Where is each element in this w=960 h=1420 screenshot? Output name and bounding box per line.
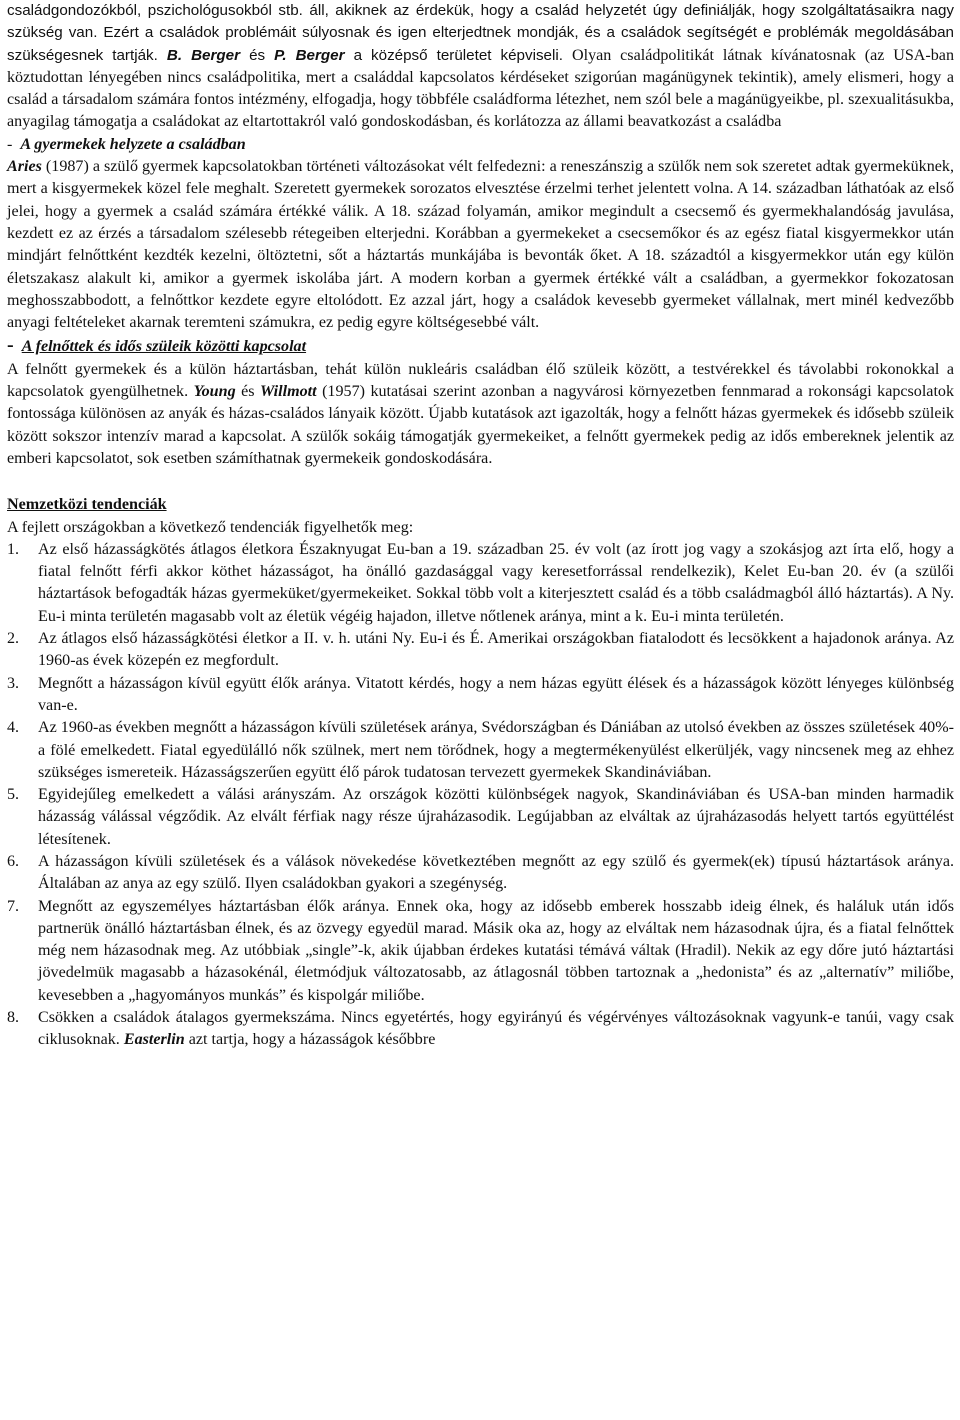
list-number: 5. (7, 786, 20, 804)
conjunction-and: és (241, 383, 255, 401)
intro-after-names: a középső területet képviseli. (353, 46, 563, 64)
list-item (7, 717, 954, 784)
dash-bullet: - (7, 135, 13, 153)
intro-line1: családgondozókból, pszichológusokból stb. áll, akiknek az érdekük, hogy a család helyzetét úgy definiálják, (7, 2, 756, 19)
list-number: 4. (7, 719, 20, 737)
list-item (7, 851, 954, 896)
list-number: 7. (7, 897, 20, 915)
list-number: 6. (7, 852, 20, 870)
list-number: 2. (7, 630, 20, 648)
list-item-text: Egyidejűleg emelkedett a válási arányszám. Az országok közötti különbségek nagyok, Skandináviában és USA-ban minden harmadik házasság válással végződik. Az elvált férfiak nagy része újraházasodik. Legújabban az elváltak az újraházasodás helyett tartós együttélést létesítenek. (38, 786, 954, 848)
list-item-text: Megnőtt az egyszemélyes háztartásban élők aránya. Ennek oka, hogy az idősebb emberek hosszabb ideig élnek, és haláluk után idős partnerük önálló háztartásban élnek, és az özvegy egyedül marad. Másik oka az, hogy az elváltak nem házasodnak újra, és a fiatal felnőttek még nem házasodnak meg. Az utóbbiak „single”-k, akik újabban érdekes kutatási témává váltak (Hradil). Nekik az egy dőre jutó háztartási jövedelmük magasabb a házasokénál, életmódjuk változatosabb, az átlagosnál többen tartoznak a „hedonista” és az „alternatív” miliőbe, kevesebben a „hagyományos munkás” és kispolgár miliőbe. (38, 897, 954, 1004)
list-item-text: Megnőtt a házasságon kívül együtt élők aránya. Vitatott kérdés, hogy a nem házas együtt élések és a házasságok között lényeges különbség van-e. (38, 674, 954, 714)
author-willmott: Willmott (259, 383, 317, 401)
list-item (7, 784, 954, 851)
section-intl-title: Nemzetközi tendenciák (7, 496, 167, 514)
author-easterlin: Easterlin (123, 1031, 185, 1049)
list-item (7, 896, 954, 1007)
section-adult-text-a: A felnőtt gyermekek és a külön háztartásban, tehát külön nukleáris családban élő szüleik között, a testvérekkel és távolabbi rokonokkal a kapcsolatok gyengülhetnek. (7, 360, 954, 401)
tendencies-list (7, 539, 954, 1052)
section-adult-heading-line (7, 334, 954, 358)
list-item (7, 539, 954, 628)
list-item-text: Az 1960-as években megnőtt a házasságon kívüli születések aránya, Svédországban és Dániában az utolsó években az összes születések 40%-a fölé emelkedett. Fiatal egyedülálló nők szülnek, mert nem törődnek, hogy a megtermékenyülést elkerüljék, vagy nincsenek meg az ehhez szükséges ismereteik. Házasságszerűen együtt élő párok tudatosan tervezett gyermekek Skandináviában. (38, 719, 954, 781)
list-item-text: Az átlagos első házasságkötési életkor a II. v. h. utáni Ny. Eu-i és É. Amerikai országokban fiatalodott és lecsökkent a hajadonok aránya. Az 1960-as évek közepén ez megfordult. (38, 630, 954, 670)
conjunction-and: és (249, 46, 266, 64)
intro-paragraph (7, 0, 954, 134)
list-item (7, 628, 954, 673)
section-child-paragraph (7, 156, 954, 334)
author-young: Young (193, 383, 236, 401)
list-item-text: A házasságon kívüli születések és a válások növekedése következtében megnőtt az egy szülő és gyermek(ek) típusú háztartások aránya. Általában az anya az egy szülő. Ilyen családokban gyakori a szegénység. (38, 852, 954, 893)
dash-bullet: - (7, 334, 14, 357)
list-item (7, 1007, 954, 1052)
section-intl-lead: A fejlett országokban a következő tendenciák figyelhetők meg: (7, 518, 414, 536)
list-number: 3. (7, 674, 20, 692)
section-adult-heading: A felnőttek és idős szüleik közötti kapcsolat (21, 338, 307, 356)
intro-serif-text: Olyan családpolitikát látnak kívánatosnak (az USA-ban köztudottan lényegében nincs családpolitika, mert a családdal kapcsolatos kérdéseket szigorúan magánügynek tekintik), amely elismeri, hogy a család a társadalom számára fontos intézmény, elfogadja, hogy többféle családforma létezhet, nem szól bele a magánügyeikbe, pl. szexualitásukba, anyagilag támogatja a családokat az eltartottakról való gondoskodásban, és korlátozza az állami beavatkozást a családba (7, 46, 954, 131)
list-item-text: Az első házasságkötés átlagos életkora Északnyugat Eu-ban a 19. században 25. év volt (az írott jog vagy a szokásjog azt írta elő, hogy a fiatal felnőtt férfi akkor köthet házasságot, ha önálló gazdasággal vagy keresetforrással rendelkezik), Kelet Eu-ban 20. év (a szülői háztartások befogadták házas gyermeküket/gyermekeiket. Sokkal több volt a kiterjesztett család és a több családmagból álló háztartás). A Ny. Eu-i minta területén magasabb volt az életük végéig hajadon, illetve nőtlenek aránya, mint a k. Eu-i minta területén. (38, 540, 954, 625)
section-adult-text-b: (1957) kutatásai szerint azonban a nagyvárosi környezetben fennmarad a rokonsági kapcsolatok fontossága különösen az anyák és házas-családos lányaik között. Újabb kutatások azt igazolták, hogy a felnőtt házas gyermekek és idősebb szüleik között sokszor intenzív marad a kapcsolat. A szülők sokáig támogatják gyermekeiket, a felnőtt gyermekek pedig az idős embereknek jelentik az emberi kapcsolatot, sok esetben számíthatnak gyermekeik gondoskodására. (7, 383, 955, 467)
intro-line2: hogy szolgáltatásaikra nagy szükség van. Ezért a családok problémáit súlyosnak és igen elterjedtnek mondják, és a családok segítségét e problémák megoldásában szükségesnek tartják. (7, 2, 954, 64)
author-p-berger: P. Berger (274, 46, 345, 64)
list-number: 1. (7, 540, 20, 558)
list-item-text: Csökken a családok átalagos gyermekszáma. Nincs egyetértés, hogy egyirányú és végérvényes változásoknak vagyunk-e tanúi, vagy csak ciklusoknak. (38, 1009, 954, 1049)
list-number: 8. (7, 1009, 20, 1027)
author-aries: Aries (7, 158, 42, 176)
section-child-text: (1987) a szülő gyermek kapcsolatokban történeti változásokat vélt felfedezni: a reneszánszig a szülők nem sok szeretet adtak gyermeküknek, mert a kisgyermekek közel fele meghalt. Szeretett gyermekek sorozatos elvesztése érzelmi terhet jelentett volna. A 14. században láthatóak az első jelei, hogy a gyermek a család számára értékké válik. A 18. század folyamán, amikor megindult a csecsemő és gyermekhalandóság javulása, kezdett ez az érzés a társadalom szélesebb rétegeiben elterjedni. Korábban a gyermekeket a csecsemőkor és az egész fiatal kisgyermekkor után mindjárt felnőttként kezdték kezelni, öltöztetni, sőt a háztartás munkájába is bevonták őket. A 18. századtól a kisgyermekkor után egy külön életszakasz alakult ki, amikor a gyermek iskolába járt. A modern korban a gyermek értékké vált a családban, a gyermekkor fokozatosan meghosszabbodott, a felnőttkor kezdete egyre eltolódott. Ez azzal járt, hogy a családok kevesebb gyermeket vállalnak, mert minél kedvezőbb anyagi feltételeket akarnak teremteni számukra, ez pedig egyre költségesebbé vált. (7, 158, 954, 332)
list-item (7, 673, 954, 718)
author-b-berger: B. Berger (166, 46, 241, 64)
list-item-text-tail: azt tartja, hogy a házasságok későbbre (188, 1031, 436, 1049)
section-child-heading: A gyermekek helyzete a családban (20, 135, 246, 153)
section-child-heading-line (7, 134, 954, 156)
section-adult-paragraph (7, 359, 954, 470)
